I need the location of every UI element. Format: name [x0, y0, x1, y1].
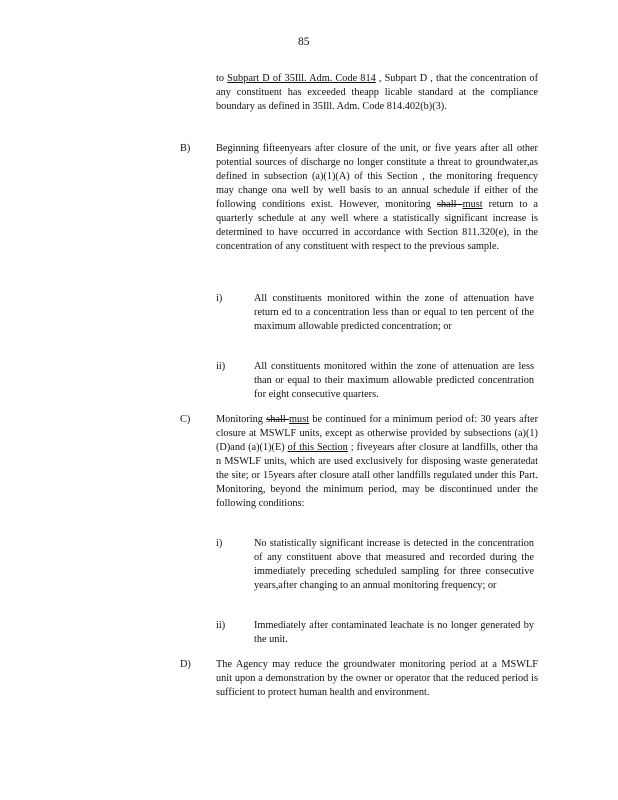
section-c-underlined-text: of this Section	[287, 442, 348, 453]
section-b-marker: B)	[180, 143, 191, 154]
section-d-marker: D)	[180, 659, 191, 670]
section-c-inserted-text: must	[289, 414, 310, 425]
section-c-item-2-marker: ii)	[216, 620, 226, 631]
section-c-text	[216, 413, 538, 511]
intro-rest: , Subpart D , that the concentration of any constituent has exceeded theapp licable standard at the compliance boundary as defined in 35Ill. Adm. Code 814.402(b)(3).	[216, 73, 539, 112]
section-b-paragraph	[216, 142, 538, 254]
section-b-part2: return to a quarterly schedule at any well where a statistically significant increase is determined to have occurred in accordance with Section 811.320(e), in the concentration of any constituent with respect to the previous sample.	[216, 199, 538, 252]
section-c-marker: C)	[180, 414, 191, 425]
page-number: 85	[298, 36, 310, 48]
intro-underlined-reference: Subpart D of 35Ill. Adm. Code 814	[227, 73, 376, 84]
section-b-text	[216, 142, 538, 254]
section-c-paragraph	[216, 413, 538, 511]
section-b-struck-text: shall	[437, 199, 463, 210]
section-b-inserted-text: must	[462, 199, 483, 210]
section-c-part1: Monitoring	[216, 414, 267, 425]
section-b-item-1-text: All constituents monitored within the zone of attenuation have return ed to a concentration less than or equal to ten percent of the maximum allowable predicted concentration; or	[254, 293, 534, 332]
section-c-part2: be continued for a minimum period of: 30 years after closure at MSWLF units, except as otherwise provided by subsections (a)(1)(D)and (a)(1)(E)	[216, 414, 538, 453]
section-c-struck-text: shall	[266, 414, 290, 425]
section-b-item-2-marker: ii)	[216, 361, 226, 372]
section-c-item-2-text: Immediately after contaminated leachate is no longer generated by the unit.	[254, 620, 534, 645]
section-b-item-1-marker: i)	[216, 293, 223, 304]
section-d-text: The Agency may reduce the groundwater monitoring period at a MSWLF unit upon a demonstration by the owner or operator that the reduced period is sufficient to protect human health and environment.	[216, 659, 538, 698]
section-c-part3: ; fiveyears after closure at landfills, other tha n MSWLF units, which are used exclusively for disposing waste generatedat the site; or 15years after closure atall other landfills regulated under this Part. Monitoring, beyond the minimum period, may be discontinued under the following conditions:	[216, 442, 538, 509]
intro-paragraph	[216, 72, 538, 114]
section-b-item-2-text: All constituents monitored within the zone of attenuation are less than or equal to their maximum allowable predicted concentration for eight consecutive quarters.	[254, 361, 534, 400]
section-c-item-1-marker: i)	[216, 538, 223, 549]
section-c-item-1-text: No statistically significant increase is detected in the concentration of any constituent above that measured and recorded during the immediately preceding scheduled sampling for three consecutive years,after changing to an annual monitoring frequency; or	[254, 538, 534, 591]
intro-text	[216, 72, 538, 114]
intro-prefix: to	[216, 73, 228, 84]
section-b-part1: Beginning fifteenyears after closure of the unit, or five years after all other potential sources of discharge no longer constitute a threat to groundwater,as defined in subsection (a)(1)(A) of this Section , the monitoring frequency may change ona well by well basis to an annual schedule if either of the following conditions exist. However, monitoring	[216, 143, 538, 210]
